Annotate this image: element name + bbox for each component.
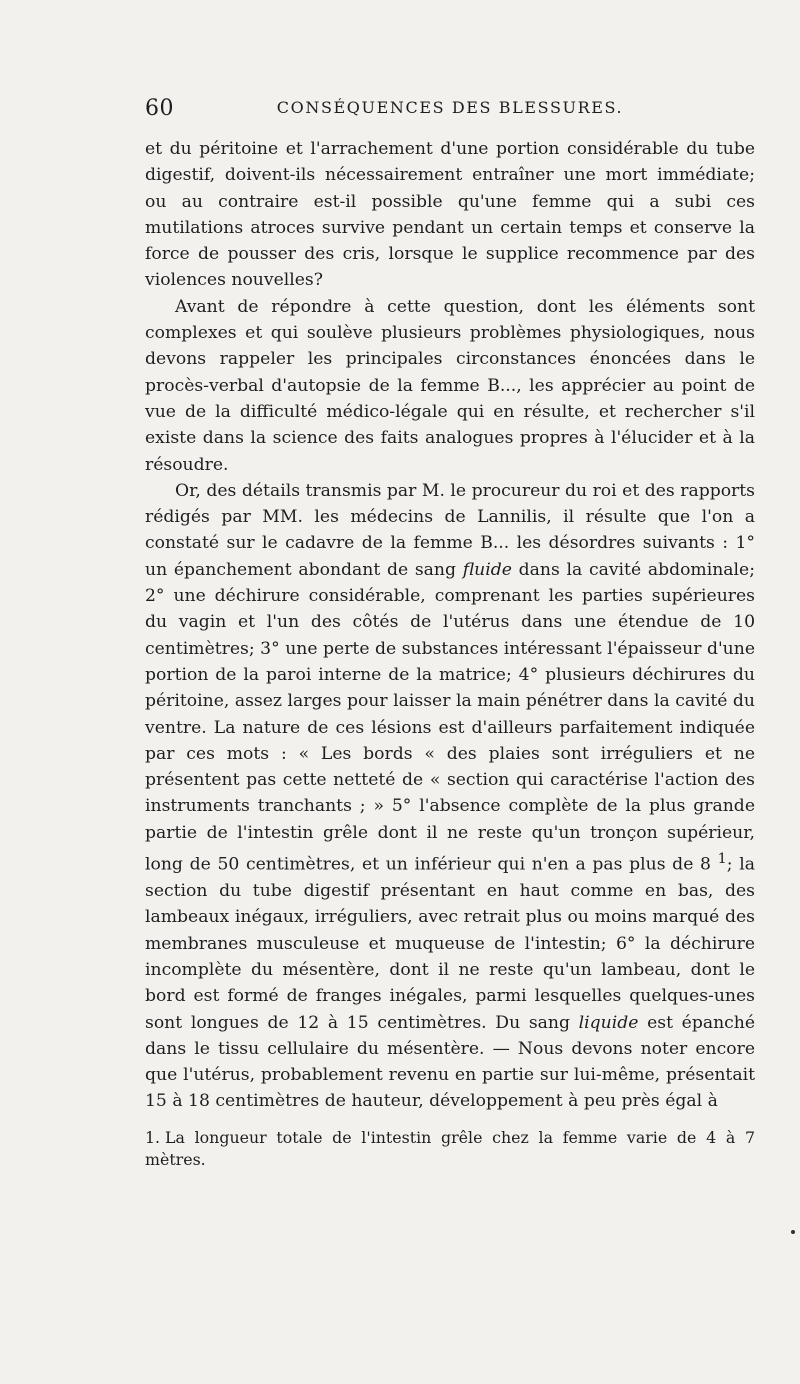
body-text xyxy=(145,136,755,1115)
paragraph-2 xyxy=(145,294,755,478)
paragraph-3-text-c: ; la section du tube digestif présentant en haut comme en bas, des lambeaux inégaux, irréguliers, avec retrait plus ou moins marqué des membranes musculeuse et muqueuse de l'intestin; 6° la déchirure incomplète du mésentère, dont il ne reste qu'un lambeau, dont le bord est formé de franges inégales, parmi lesquelles quelques-unes sont longues de 12 à 15 centimètres. Du sang xyxy=(145,854,755,1033)
paragraph-2-text: Avant de répondre à cette question, dont les éléments sont complexes et qui soulève plusieurs problèmes physiologiques, nous devons rappeler les principales circonstances énoncées dans le procès-verbal d'autopsie de la femme B..., les apprécier au point de vue de la difficulté médico-légale qui en résulte, et rechercher s'il existe dans la science des faits analogues propres à l'élucider et à la résoudre. xyxy=(145,296,755,475)
paragraph-3-text-a: Or, des détails transmis par M. le procureur du roi et des rapports rédigés par MM. les médecins de Lannilis, il résulte que l'on a constaté sur le cadavre de la femme B... les désordres suivants : 1° un épanchement abondant de sang xyxy=(145,480,755,580)
paragraph-1 xyxy=(145,136,755,294)
paragraph-1-text: et du péritoine et l'arrachement d'une portion considérable du tube digestif, doivent-ils nécessairement entraîner une mort immédiate; ou au contraire est-il possible qu'une femme qui a subi ces mutilations atroces survive pendant un certain temps et conserve la force de pousser des cris, lorsque le supplice recommence par des violences nouvelles? xyxy=(145,139,755,291)
paragraph-3-text-b: dans la cavité abdominale; 2° une déchirure considérable, comprenant les parties supérieures du vagin et l'un des côtés de l'utérus dans une étendue de 10 centimètres; 3° une perte de substances intéressant l'épaisseur d'une portion de la paroi interne de la matrice; 4° plusieurs déchirures du péritoine, assez larges pour laisser la main pénétrer dans la cavité du ventre. La nature de ces lésions est d'ailleurs parfaitement indiquée par ces mots : « Les bords « des plaies sont irréguliers et ne présentent pas cette netteté de « section qui caractérise l'action des instruments tranchants ; » 5° l'absence complète de la plus grande partie de l'intestin grêle dont il ne reste qu'un tronçon supérieur, long de 50 centimètres, et un inférieur qui n'en a pas plus de 8 xyxy=(145,559,755,875)
paragraph-3 xyxy=(145,478,755,1115)
emphasis-liquide: liquide xyxy=(578,1012,639,1033)
footnote xyxy=(145,1127,755,1171)
footnote-number: 1. xyxy=(145,1128,161,1147)
ink-speck xyxy=(791,1230,795,1234)
page-header xyxy=(145,96,755,120)
footnote-text: La longueur totale de l'intestin grêle chez la femme varie de 4 à 7 mètres. xyxy=(145,1128,755,1169)
page-number: 60 xyxy=(145,96,174,121)
footnote-reference[interactable]: 1 xyxy=(717,851,727,868)
emphasis-fluide: fluide xyxy=(462,559,512,580)
running-title: CONSÉQUENCES DES BLESSURES. xyxy=(276,98,624,117)
paragraph-3-text-d: est épanché dans le tissu cellulaire du mésentère. — Nous devons noter encore que l'utérus, probablement revenu en partie sur lui-même, présentait 15 à 18 centimètres de hauteur, développement à peu près égal à xyxy=(145,1012,756,1112)
